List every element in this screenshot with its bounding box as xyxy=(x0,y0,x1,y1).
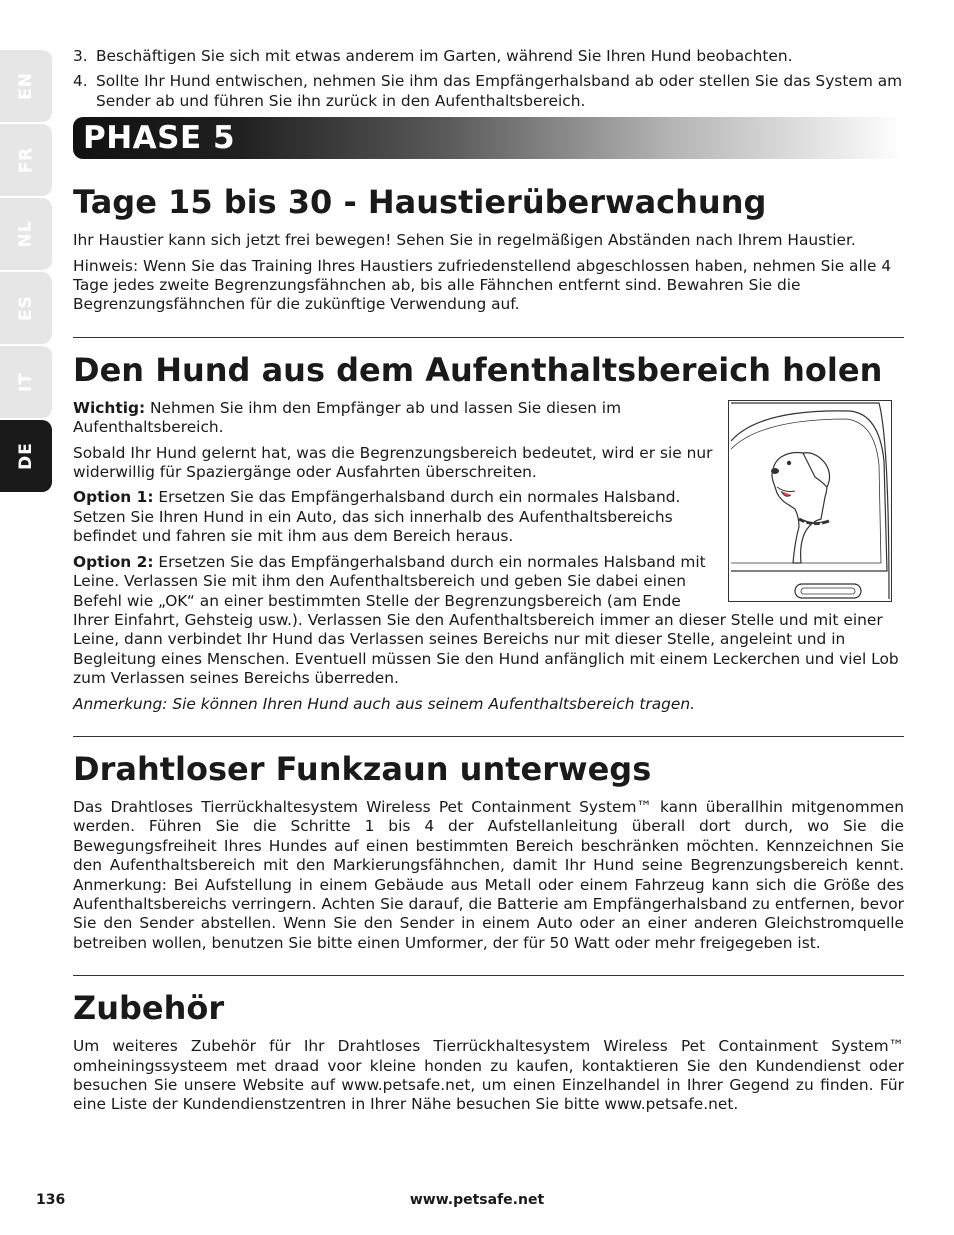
important-label: Wichtig: xyxy=(73,398,146,417)
option-2-text: Ersetzen Sie das Empfängerhalsband durch ein normales Halsband mit Leine. Verlassen Sie mit ihm den Aufenthaltsbereich und geben Sie dabei einen Befehl wie „OK“ an einer bestimmten Stelle der Begrenzungsbereich (am Ende Ihrer Einfahrt, Gehsteig usw.). Verlassen Sie den Aufenthaltsbereich immer an dieser Stelle und mit einer Leine, dann verbindet Ihr Hund das Verlassen seines Bereichs nur mit dieser Stelle, angeleint und in Begleitung eines Menschen. Eventuell müssen Sie den Hund anfänglich mit einem Leckerchen und viel Lob zum Verlassen seines Bereichs überreden. xyxy=(73,552,899,688)
paragraph: Das Drahtloses Tierrückhaltesystem Wireless Pet Containment System™ kann überallhin mitgenommen werden. Führen Sie die Schritte 1 bis 4 der Aufstellanleitung überall dort durch, wo Sie die Bewegungsfreiheit Ihres Hundes auf einen bestimmten Bereich beschränken möchten. Kennzeichnen Sie den Aufenthaltsbereich mit den Markierungsfähnchen, damit Ihr Hund seine Begrenzungsbereich kennt. Anmerkung: Bei Aufstellung in einem Gebäude aus Metall oder einem Fahrzeug kann sich die Größe des Aufenthaltsbereichs verringern. Achten Sie darauf, die Batterie am Empfängerhalsband zu entfernen, bevor Sie den Sender abstellen. Wenn Sie den Sender in einem Auto oder an einer anderen Gleichstromquelle betreiben wollen, benutzen Sie bitte einen Umformer, der für 50 Watt oder mehr freigegeben ist. xyxy=(73,797,904,952)
dog-in-car-illustration xyxy=(728,400,892,602)
tab-it[interactable] xyxy=(0,346,52,418)
tab-label: FR xyxy=(15,146,36,174)
page-content xyxy=(73,47,904,1121)
paragraph: Sobald Ihr Hund gelernt hat, was die Begrenzungsbereich bedeutet, wird er sie nur widerwillig für Spaziergänge oder Ausfahrten überschreiten. xyxy=(73,443,713,482)
paragraph: Hinweis: Wenn Sie das Training Ihres Haustiers zufriedenstellend abgeschlossen haben, nehmen Sie alle 4 Tage jedes zweite Begrenzungsfähnchen ab, bis alle Fähnchen entfernt sind. Bewahren Sie die Begrenzungsfähnchen für die zukünftige Verwendung auf. xyxy=(73,256,892,314)
option-1-label: Option 1: xyxy=(73,488,154,507)
section-title-monitoring: Tage 15 bis 30 - Haustierüberwachung xyxy=(73,183,767,222)
section-title-accessories: Zubehör xyxy=(73,989,225,1028)
tab-es[interactable] xyxy=(0,272,52,344)
language-tabs xyxy=(0,50,52,494)
list-item-text: Sollte Ihr Hund entwischen, nehmen Sie ihm das Empfängerhalsband ab oder stellen Sie das System am Sender ab und führen Sie ihn zurück in den Aufenthaltsbereich. xyxy=(96,72,903,110)
page-number: 136 xyxy=(36,1192,66,1208)
list-item xyxy=(73,47,904,66)
divider xyxy=(73,975,904,976)
section-title-travel: Drahtloser Funkzaun unterwegs xyxy=(73,749,652,788)
tab-label: NL xyxy=(16,220,36,248)
option-1-text: Ersetzen Sie das Empfängerhalsband durch ein normales Halsband. Setzen Sie Ihren Hund in ein Auto, das sich innerhalb des Aufenthaltsbereichs befindet und fahren sie mit ihm aus dem Bereich heraus. xyxy=(73,488,681,546)
list-item xyxy=(73,72,904,111)
dog-in-car-window-icon xyxy=(729,401,891,601)
list-item-number: 4. xyxy=(73,72,88,91)
paragraph: Ihr Haustier kann sich jetzt frei bewegen! Sehen Sie in regelmäßigen Abständen nach Ihrem Haustier. xyxy=(73,231,856,250)
important-text: Nehmen Sie ihm den Empfänger ab und lassen Sie diesen im Aufenthaltsbereich. xyxy=(73,398,622,437)
step-list xyxy=(73,47,904,111)
list-item-number: 3. xyxy=(73,47,88,65)
tab-en[interactable] xyxy=(0,50,52,122)
tab-nl[interactable] xyxy=(0,198,52,270)
tab-label: ES xyxy=(15,295,36,321)
section-title-leaving-area: Den Hund aus dem Aufenthaltsbereich holen xyxy=(73,350,883,389)
tab-label: IT xyxy=(15,372,36,392)
footer-url[interactable]: www.petsafe.net xyxy=(409,1192,545,1208)
tab-label: DE xyxy=(15,442,36,470)
note-paragraph: Anmerkung: Sie können Ihren Hund auch aus seinem Aufenthaltsbereich tragen. xyxy=(73,694,696,713)
option-2-label: Option 2: xyxy=(73,552,154,571)
tab-de[interactable] xyxy=(0,420,52,492)
paragraph: Um weiteres Zubehör für Ihr Drahtloses Tierrückhaltesystem Wireless Pet Containment System™ omheiningssysteem met draad voor kleine honden zu kaufen, kontaktieren Sie den Kundendienst oder besuchen Sie unsere Website auf www.petsafe.net, um einen Einzelhandel in Ihrer Gegend zu finden. Für eine Liste der Kundendienstzentren in Ihrer Nähe besuchen Sie bitte www.petsafe.net. xyxy=(73,1037,904,1114)
tab-label: EN xyxy=(16,72,36,100)
divider xyxy=(73,736,904,737)
list-item-text: Beschäftigen Sie sich mit etwas anderem im Garten, während Sie Ihren Hund beobachten. xyxy=(96,47,793,65)
phase-banner xyxy=(73,117,904,159)
tab-fr[interactable] xyxy=(0,124,52,196)
phase-label: PHASE 5 xyxy=(83,119,236,156)
divider xyxy=(73,337,904,338)
